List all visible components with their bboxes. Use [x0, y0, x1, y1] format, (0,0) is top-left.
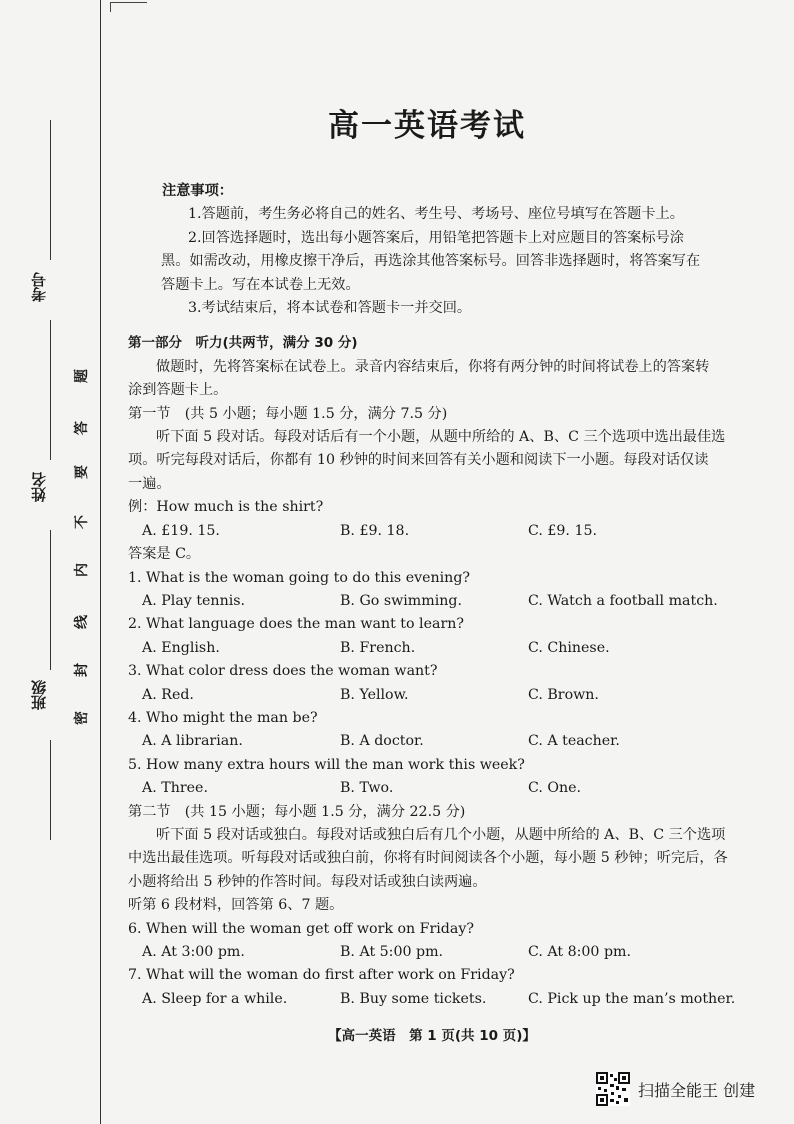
class-label: 班级 [30, 680, 48, 710]
option-c: C. At 8:00 pm. [528, 944, 631, 960]
seal-char: 不 [74, 515, 90, 529]
option-b: B. Go swimming. [340, 592, 462, 609]
option-c: C. Watch a football match. [528, 592, 718, 609]
section1-heading: 第一节 (共 5 小题；每小题 1.5 分，满分 7.5 分) [128, 405, 448, 422]
question: 2. What language does the man want to learn? [128, 616, 464, 633]
option-c: C. A teacher. [528, 733, 620, 750]
option-b: B. Yellow. [340, 686, 409, 703]
option-a: A. English. [142, 639, 220, 656]
scanner-label: 扫描全能王 创建 [638, 1080, 756, 1100]
note-item: 1.答题前，考生务必将自己的姓名、考生号、考场号、座位号填写在答题卡上。 [188, 206, 684, 223]
extra-blank [50, 740, 51, 840]
question-options [128, 988, 748, 1011]
section2-instructions: 听下面 5 段对话或独白。每段对话或独白后有几个小题，从题中所给的 A、B、C 三个选项 [156, 826, 726, 843]
option-b: B. At 5:00 pm. [340, 944, 444, 960]
option-a: A. At 3:00 pm. [142, 944, 245, 960]
binding-margin [0, 0, 110, 1124]
question: 5. How many extra hours will the man work this week? [128, 756, 525, 773]
seal-char: 密 [74, 711, 90, 725]
example-answer: 答案是 C。 [128, 546, 201, 563]
option-b: B. A doctor. [340, 733, 424, 750]
note-item: 3.考试结束后，将本试卷和答题卡一并交回。 [188, 300, 472, 317]
section1-instructions: 项。听完每段对话后，你都有 10 秒钟的时间来回答有关小题和阅读下一小题。每段对话仅读 [128, 452, 709, 469]
option-a: A. Sleep for a while. [142, 990, 288, 1007]
part1-intro: 涂到答题卡上。 [128, 382, 228, 399]
option-c: C. One. [528, 780, 582, 797]
scanner-watermark [596, 1072, 755, 1106]
option-c: C. Chinese. [528, 639, 610, 656]
option-a: A. Red. [142, 686, 194, 703]
seal-char: 答 [74, 421, 90, 435]
note-item: 2.回答选择题时，选出每小题答案后，用铅笔把答题卡上对应题目的答案标号涂 [188, 229, 684, 246]
option-a: A. Play tennis. [142, 592, 246, 609]
seal-char: 题 [74, 369, 90, 383]
option-a: A. Three. [142, 780, 208, 797]
option-b: B. £9. 18. [340, 522, 410, 539]
exam-content [128, 180, 748, 1011]
page-footer: 【高一英语 第 1 页(共 10 页)】 [328, 1028, 536, 1044]
option-b: B. Two. [340, 780, 394, 797]
question-options [128, 730, 748, 753]
part1-intro: 做题时，先将答案标在试卷上。录音内容结束后，你将有两分钟的时间将试卷上的答案转 [156, 358, 710, 375]
section2-heading: 第二节 (共 15 小题；每小题 1.5 分，满分 22.5 分) [128, 803, 466, 820]
option-a: A. A librarian. [142, 733, 243, 750]
question: 3. What color dress does the woman want? [128, 663, 438, 680]
option-c: C. Brown. [528, 686, 599, 703]
question: 4. Who might the man be? [128, 709, 318, 726]
material-heading: 听第 6 段材料，回答第 6、7 题。 [128, 897, 344, 914]
note-item-continued: 黑。如需改动，用橡皮擦干净后，再选涂其他答案标号。回答非选择题时，将答案写在 [161, 253, 701, 270]
question-options [128, 777, 748, 800]
question-options [128, 684, 748, 707]
question-options [128, 637, 748, 660]
question-options [128, 941, 748, 964]
option-b: B. French. [340, 639, 416, 656]
section2-instructions: 中选出最佳选项。听每段对话或独白前，你将有时间阅读各个小题，每小题 5 秒钟；听完后，各 [128, 850, 728, 867]
question: 6. When will the woman get off work on Friday? [128, 920, 474, 937]
notes-heading: 注意事项： [162, 183, 233, 199]
option-c: C. £9. 15. [528, 522, 598, 539]
page-title: 高一英语考试 [328, 108, 526, 144]
name-blank [50, 320, 51, 460]
class-blank [50, 530, 51, 670]
question: 1. What is the woman going to do this evening? [128, 569, 471, 586]
option-a: A. £19. 15. [142, 522, 220, 539]
part1-heading: 第一部分 听力(共两节，满分 30 分) [128, 335, 358, 352]
seal-char: 内 [74, 563, 90, 577]
example-options [128, 520, 748, 543]
example-question: 例：How much is the shirt? [128, 499, 324, 516]
corner-mark [110, 2, 147, 12]
option-b: B. Buy some tickets. [340, 990, 487, 1007]
seal-char: 线 [74, 615, 90, 629]
section1-instructions: 一遍。 [128, 475, 171, 492]
note-item-continued: 答题卡上。写在本试卷上无效。 [161, 276, 360, 293]
exam-no-label: 考号 [30, 272, 48, 302]
name-label: 姓名 [30, 472, 48, 502]
question-options [128, 590, 748, 613]
question: 7. What will the woman do first after work on Friday? [128, 967, 515, 984]
section2-instructions: 小题将给出 5 秒钟的作答时间。每段对话或独白读两遍。 [128, 873, 487, 890]
binding-line [100, 0, 101, 1124]
option-c: C. Pick up the man’s mother. [528, 990, 736, 1007]
qr-code-icon [596, 1072, 630, 1106]
seal-char: 封 [74, 663, 90, 677]
seal-char: 要 [74, 465, 90, 479]
section1-instructions: 听下面 5 段对话。每段对话后有一个小题，从题中所给的 A、B、C 三个选项中选出最佳选 [156, 429, 726, 446]
